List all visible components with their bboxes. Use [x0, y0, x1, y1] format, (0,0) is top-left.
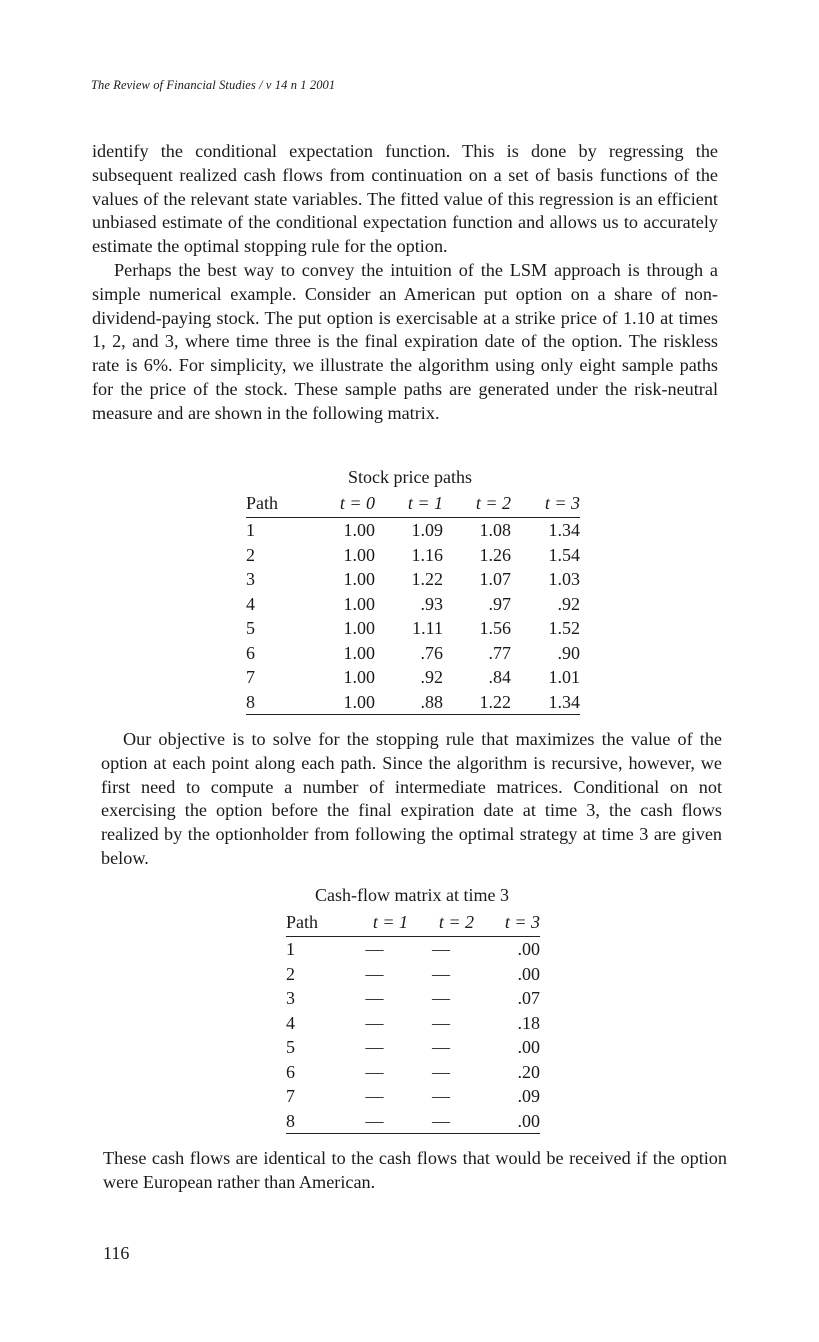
table-row: [246, 641, 580, 666]
value-cell: 1.00: [343, 618, 375, 638]
value-cell: 1.34: [548, 691, 580, 712]
value-cell: 1.01: [548, 667, 580, 687]
value-cell: 1.22: [479, 691, 511, 712]
table-row: [246, 567, 580, 592]
value-cell: 1.00: [343, 569, 375, 589]
value-cell: 1.00: [343, 642, 375, 663]
value-cell: 1.08: [479, 520, 511, 540]
value-cell: 1.00: [343, 667, 375, 687]
value-cell: .84: [488, 667, 511, 687]
value-cell: 1.03: [548, 569, 580, 589]
path-cell: 2: [246, 544, 255, 565]
value-cell: 1.11: [412, 618, 443, 638]
table-row: [286, 1011, 540, 1036]
value-cell: 1.34: [548, 520, 580, 540]
path-cell: 6: [286, 1061, 295, 1082]
page-number: 116: [103, 1243, 130, 1263]
column-header: Path: [286, 912, 319, 933]
path-cell: 1: [246, 520, 255, 540]
value-cell: —: [432, 939, 450, 959]
value-cell: 1.09: [411, 520, 443, 540]
column-header: t = 1: [407, 493, 443, 514]
value-cell: .88: [420, 691, 443, 712]
table-row: [286, 937, 540, 962]
table-header-row: [286, 909, 540, 937]
column-header: t = 3: [544, 493, 580, 514]
path-cell: 7: [246, 667, 255, 687]
value-cell: .77: [488, 642, 511, 663]
value-cell: —: [365, 963, 384, 984]
value-cell: —: [365, 1037, 384, 1057]
path-cell: 4: [246, 593, 255, 614]
value-cell: —: [365, 1061, 384, 1082]
value-cell: 1.16: [411, 544, 443, 565]
table-row: [286, 1084, 540, 1109]
value-cell: —: [432, 988, 450, 1008]
value-cell: .00: [517, 963, 540, 984]
column-header: t = 0: [339, 493, 375, 514]
path-cell: 5: [246, 618, 255, 638]
value-cell: —: [432, 1061, 450, 1082]
path-cell: 5: [286, 1037, 295, 1057]
path-cell: 3: [286, 988, 295, 1008]
value-cell: 1.00: [343, 544, 375, 565]
table-row: [246, 518, 580, 543]
paragraph-3: Our objective is to solve for the stopping rule that maximizes the value of the option at each point along each path. Since the algorithm is recursive, however, we first need to compute a number of intermediate matrices. Conditional on not exercising the option before the final expiration date at time 3, the cash flows realized by the optionholder from following the optimal strategy at time 3 are given below.: [101, 729, 722, 868]
stock-price-paths-table: [246, 490, 580, 715]
value-cell: 1.00: [343, 691, 375, 712]
value-cell: —: [365, 1086, 384, 1106]
column-header: t = 2: [438, 912, 474, 933]
path-cell: 3: [246, 569, 255, 589]
paragraph-2: Perhaps the best way to convey the intuition of the LSM approach is through a simple numerical example. Consider an American put option on a share of non-dividend-paying stock. The put option is exercisable at a strike price of 1.10 at times 1, 2, and 3, where time three is the final expiration date of the option. The riskless rate is 6%. For simplicity, we illustrate the algorithm using only eight sample paths for the price of the stock. These sample paths are generated under the risk-neutral measure and are shown in the following matrix.: [92, 260, 718, 423]
value-cell: —: [365, 1012, 384, 1033]
path-cell: 1: [286, 939, 295, 959]
value-cell: 1.00: [343, 520, 375, 540]
path-cell: 8: [246, 691, 255, 712]
value-cell: 1.26: [479, 544, 511, 565]
table-row: [286, 986, 540, 1011]
value-cell: .00: [517, 939, 540, 959]
value-cell: —: [432, 1110, 450, 1131]
table-row: [246, 665, 580, 690]
value-cell: .90: [557, 642, 580, 663]
column-header: t = 3: [504, 912, 540, 933]
value-cell: .00: [517, 1110, 540, 1131]
table-row: [286, 962, 540, 987]
path-cell: 7: [286, 1086, 295, 1106]
value-cell: .93: [420, 593, 443, 614]
table-row: [246, 616, 580, 641]
table-1-caption: Stock price paths: [348, 467, 472, 487]
value-cell: —: [432, 1012, 450, 1033]
table-2-caption: Cash-flow matrix at time 3: [315, 885, 509, 905]
value-cell: 1.52: [548, 618, 580, 638]
column-header: t = 2: [475, 493, 511, 514]
value-cell: —: [432, 1037, 450, 1057]
table-row: [286, 1109, 540, 1134]
value-cell: 1.56: [479, 618, 511, 638]
value-cell: 1.00: [343, 593, 375, 614]
value-cell: .97: [488, 593, 511, 614]
paragraph-4: These cash flows are identical to the cash flows that would be received if the option were European rather than American.: [103, 1148, 727, 1192]
value-cell: —: [365, 988, 384, 1008]
path-cell: 6: [246, 642, 255, 663]
value-cell: .20: [517, 1061, 540, 1082]
value-cell: 1.54: [548, 544, 580, 565]
column-header: t = 1: [372, 912, 408, 933]
value-cell: —: [432, 963, 450, 984]
value-cell: —: [365, 1110, 384, 1131]
value-cell: .18: [517, 1012, 540, 1033]
table-row: [246, 690, 580, 715]
path-cell: 4: [286, 1012, 295, 1033]
value-cell: .76: [420, 642, 443, 663]
path-cell: 8: [286, 1110, 295, 1131]
table-row: [246, 543, 580, 568]
table-row: [286, 1060, 540, 1085]
column-header: Path: [246, 493, 279, 514]
value-cell: 1.22: [411, 569, 443, 589]
value-cell: —: [432, 1086, 450, 1106]
paragraph-1: identify the conditional expectation function. This is done by regressing the subsequent realized cash flows from continuation on a set of basis functions of the values of the relevant state variables. The fitted value of this regression is an efficient unbiased estimate of the conditional expectation function and allows us to accurately estimate the optimal stopping rule for the option.: [92, 141, 718, 257]
cash-flow-matrix-table: [286, 909, 540, 1134]
value-cell: .00: [517, 1037, 540, 1057]
running-head: The Review of Financial Studies / v 14 n 1 2001: [91, 78, 336, 92]
value-cell: .92: [420, 667, 443, 687]
table-header-row: [246, 490, 580, 518]
value-cell: .92: [557, 593, 580, 614]
table-row: [246, 592, 580, 617]
value-cell: —: [365, 939, 384, 959]
value-cell: 1.07: [479, 569, 511, 589]
path-cell: 2: [286, 963, 295, 984]
table-row: [286, 1035, 540, 1060]
value-cell: .07: [517, 988, 540, 1008]
value-cell: .09: [517, 1086, 540, 1106]
